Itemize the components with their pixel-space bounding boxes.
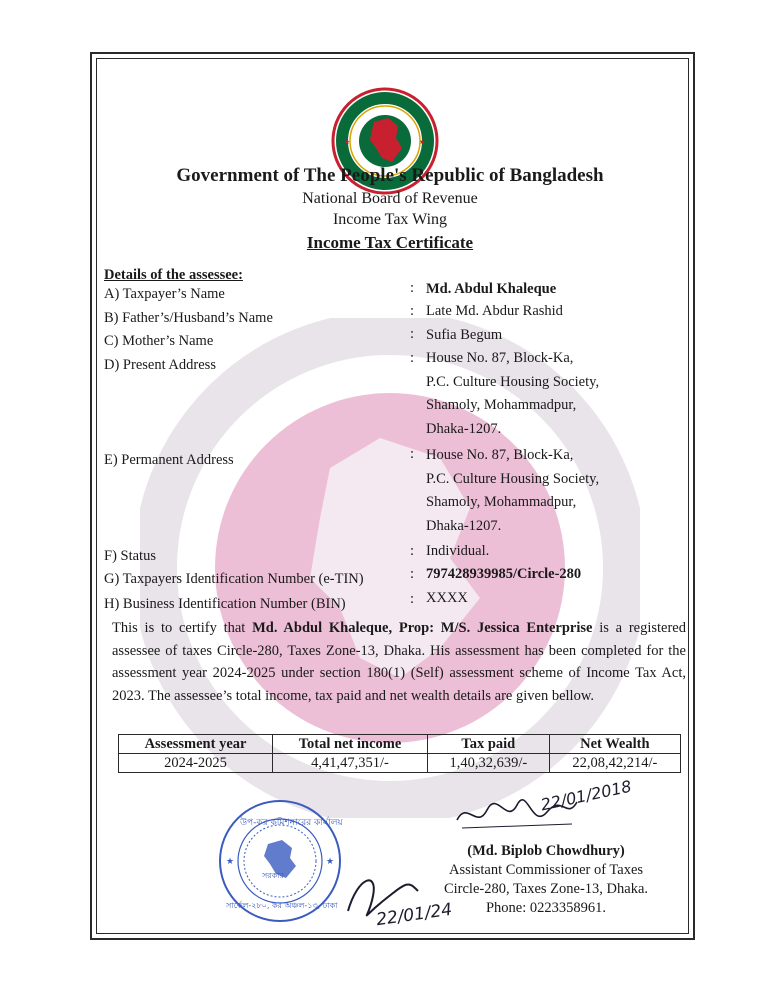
value-father-name: Late Md. Abdur Rashid: [426, 303, 563, 319]
value-bin: XXXX: [426, 590, 468, 606]
colon: :: [410, 326, 415, 342]
details-heading: Details of the assessee:: [104, 267, 243, 283]
value-e-tin: 797428939985/Circle-280: [426, 566, 582, 582]
officer-title: Assistant Commissioner of Taxes: [448, 862, 644, 878]
colon: :: [410, 543, 415, 559]
header-assessment-year: Assessment year: [119, 735, 273, 754]
header-total-net-income: Total net income: [273, 735, 428, 754]
value-present-address: House No. 87, Block-Ka, P.C. Culture Housing Society, Shamoly, Mohammadpur, Dhaka-1207.: [426, 350, 600, 437]
officer-phone: Phone: 0223358961.: [485, 900, 607, 916]
table-row: [119, 754, 681, 773]
svg-text:★: ★: [326, 857, 335, 867]
colon: :: [410, 591, 415, 607]
officer-name: (Md. Biplob Chowdhury): [467, 843, 625, 859]
svg-text:★: ★: [344, 138, 351, 146]
cell-net-wealth: 22,08,42,214/-: [549, 754, 680, 773]
cell-total-net-income: 4,41,47,351/-: [273, 754, 428, 773]
colon: :: [410, 303, 415, 319]
colon: :: [410, 280, 415, 296]
label-taxpayer-name: A) Taxpayer’s Name: [104, 286, 225, 302]
label-present-address: D) Present Address: [104, 357, 216, 373]
svg-text:★: ★: [419, 138, 426, 146]
certificate-title: Income Tax Certificate: [306, 233, 474, 252]
handwritten-date-2: 22/01/24: [374, 899, 454, 931]
assessment-table: [118, 734, 681, 773]
stamp-ring-text: উপ-কর কমিশনারের কার্যালয়: [240, 818, 343, 828]
stamp-center-text: সরকার: [262, 871, 285, 880]
label-status: F) Status: [104, 548, 156, 564]
assessee-name-bold: Md. Abdul Khaleque, Prop: M/S. Jessica Enterprise: [252, 620, 593, 636]
cell-assessment-year: 2024-2025: [119, 754, 273, 773]
colon: :: [410, 566, 415, 582]
government-heading: Government of The People's Republic of Bangladesh: [176, 165, 604, 186]
label-e-tin: G) Taxpayers Identification Number (e-TIN): [104, 571, 364, 587]
colon: :: [410, 350, 415, 366]
svg-text:★: ★: [226, 857, 235, 867]
value-status: Individual.: [426, 543, 490, 559]
value-taxpayer-name: Md. Abdul Khaleque: [426, 281, 557, 297]
cell-tax-paid: 1,40,32,639/-: [427, 754, 549, 773]
label-mother-name: C) Mother’s Name: [104, 333, 214, 349]
label-permanent-address: E) Permanent Address: [104, 452, 234, 468]
certification-paragraph: This is to certify that Md. Abdul Khaleque, Prop: M/S. Jessica Enterprise is a registered assessee of taxes Circle-280, Taxes Zone-13, Dhaka. His assessment has been completed for the assessment year 2024-2025 under section 180(1) (Self) assessment scheme of Income Tax Act, 2023. The assessee’s total income, tax paid and net wealth details are given bellow.: [112, 620, 686, 704]
colon: :: [410, 446, 415, 462]
handwritten-date: 22/01/2018: [539, 776, 634, 815]
label-bin: H) Business Identification Number (BIN): [104, 596, 346, 612]
wing-name: Income Tax Wing: [332, 211, 448, 228]
value-permanent-address: House No. 87, Block-Ka, P.C. Culture Housing Society, Shamoly, Mohammadpur, Dhaka-1207.: [426, 447, 600, 534]
board-name: National Board of Revenue: [302, 190, 478, 207]
value-mother-name: Sufia Begum: [426, 327, 503, 343]
officer-office: Circle-280, Taxes Zone-13, Dhaka.: [443, 881, 649, 897]
stamp-bottom-text: সার্কেল-২৮০, কর অঞ্চল-১৩, ঢাকা: [226, 901, 338, 910]
header-tax-paid: Tax paid: [427, 735, 549, 754]
header-net-wealth: Net Wealth: [549, 735, 680, 754]
label-father-name: B) Father’s/Husband’s Name: [104, 310, 273, 326]
